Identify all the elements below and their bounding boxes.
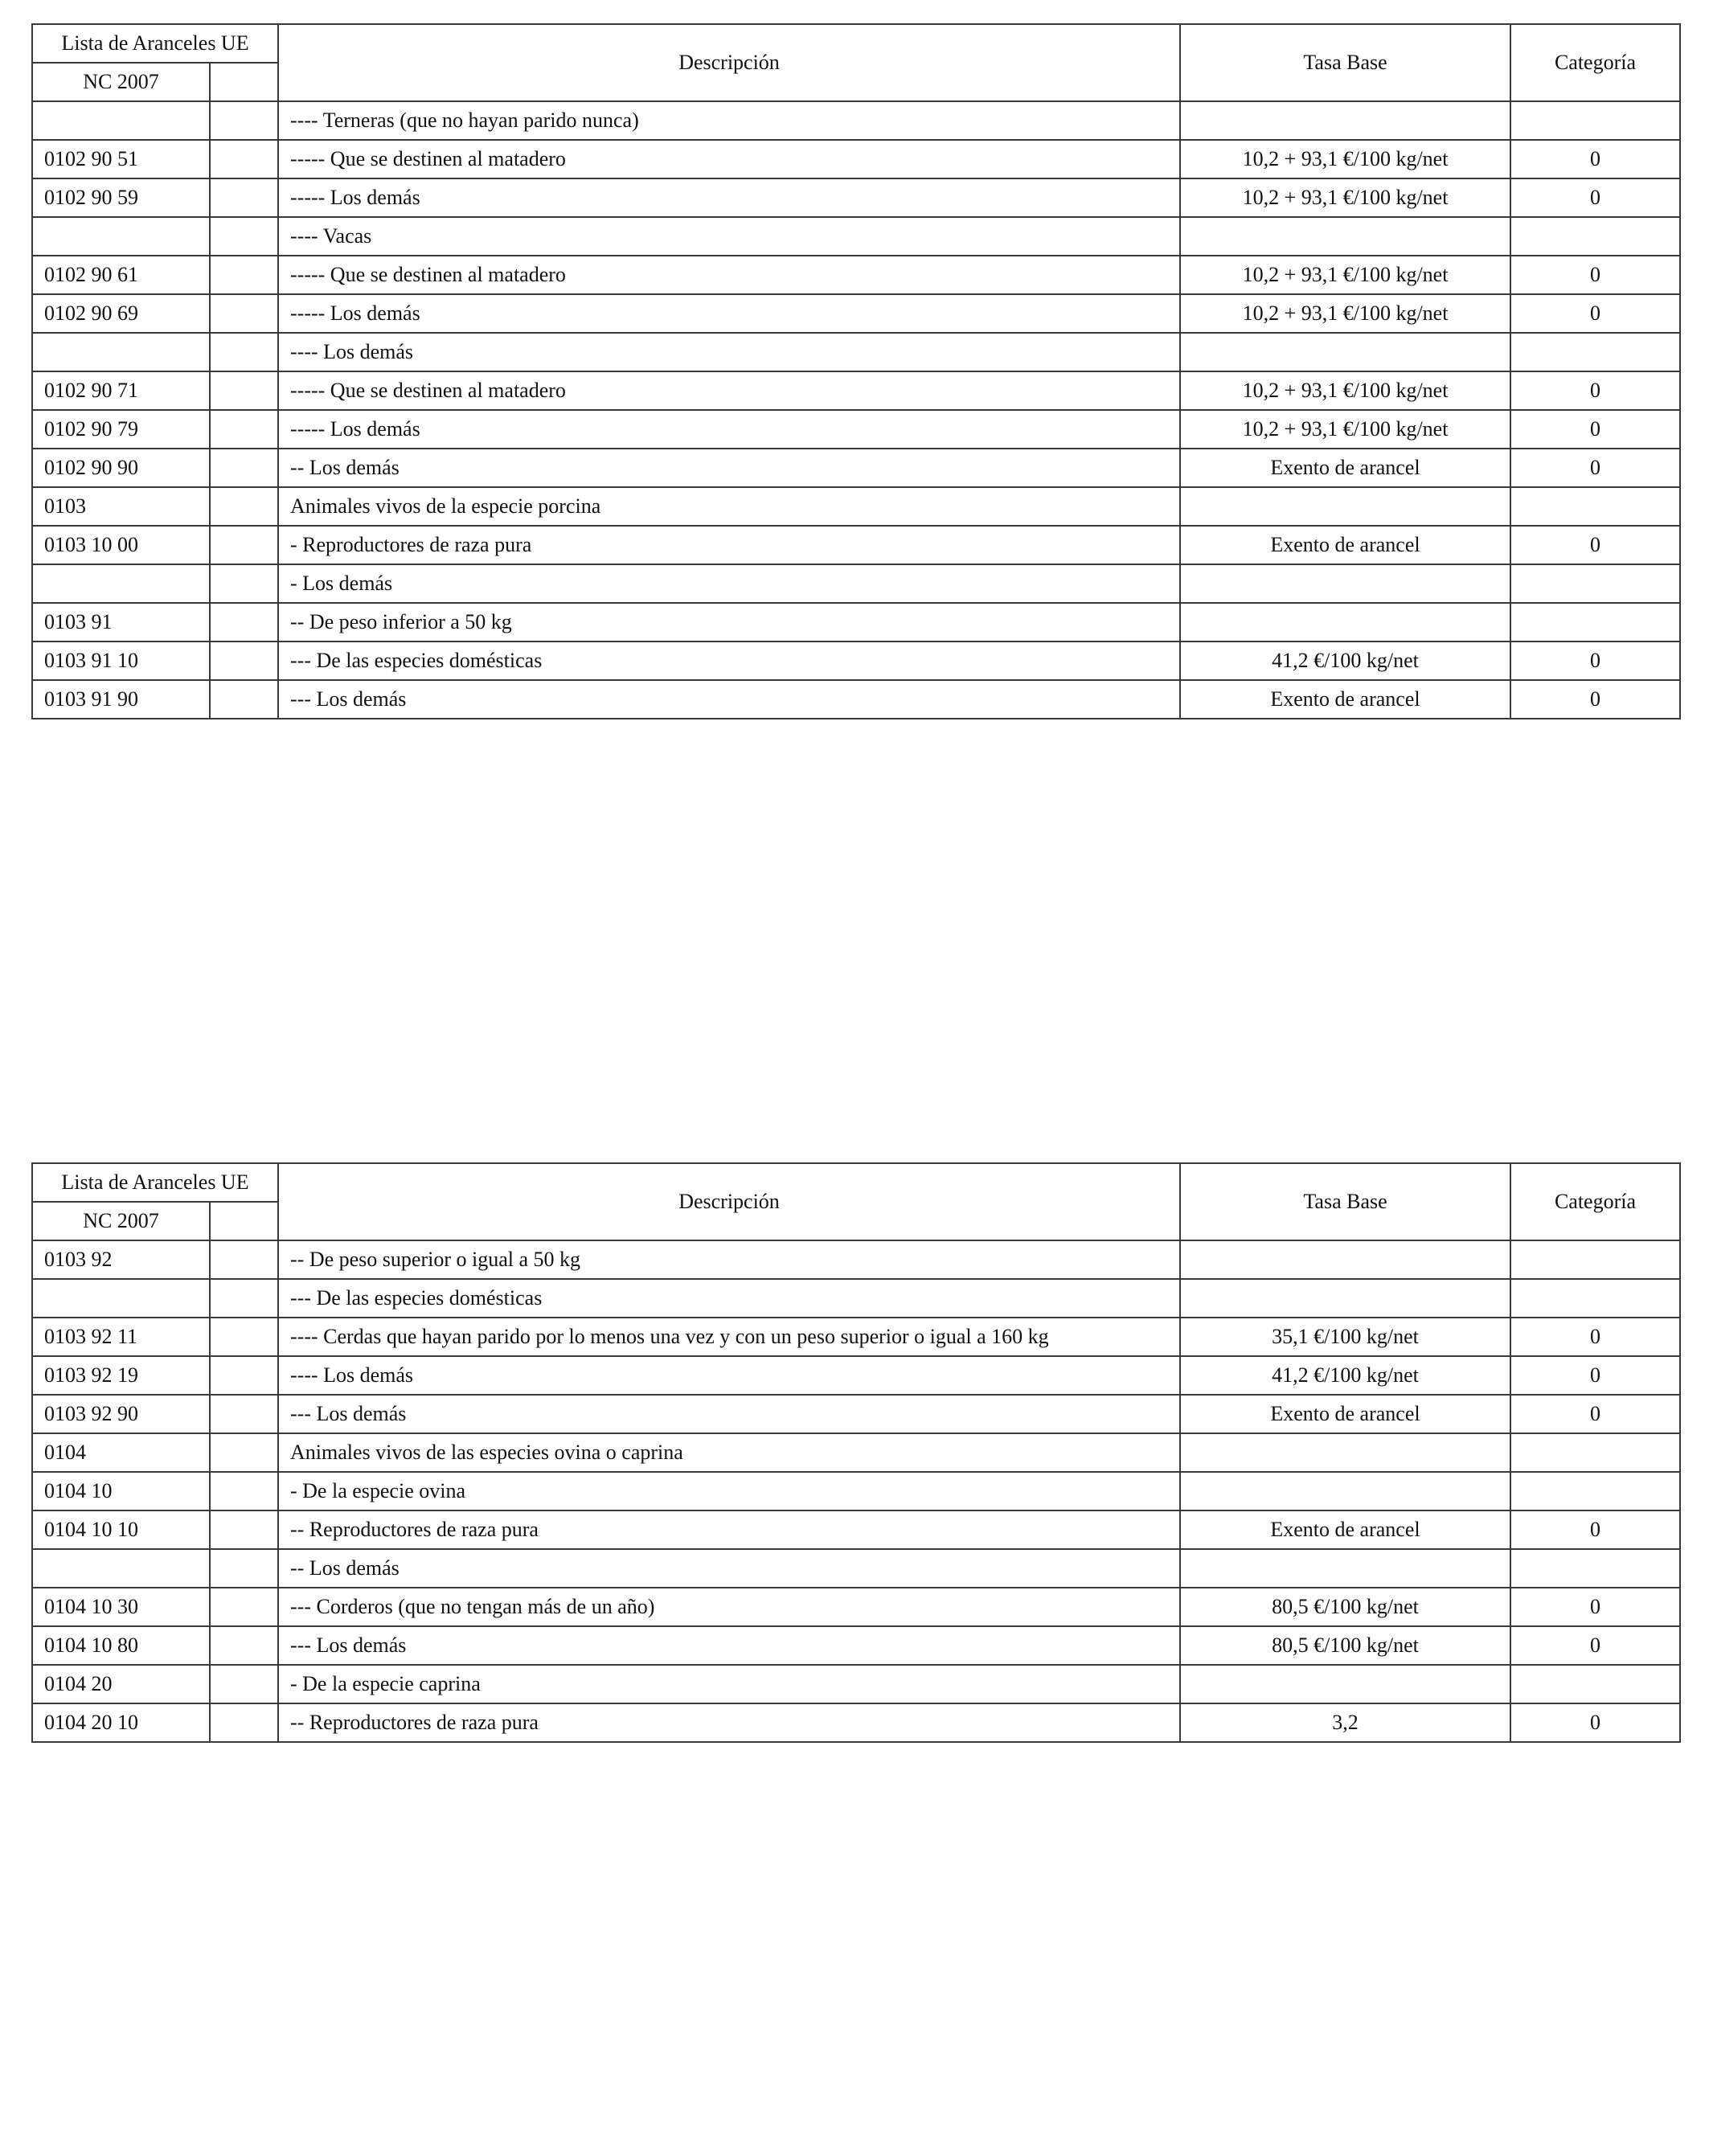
description-cell: - De la especie ovina <box>278 1472 1180 1510</box>
category-cell: 0 <box>1510 410 1680 449</box>
category-cell <box>1510 1240 1680 1279</box>
description-cell: ----- Que se destinen al matadero <box>278 256 1180 294</box>
table-header <box>32 1163 1680 1240</box>
list-header: Lista de Aranceles UE <box>32 24 278 63</box>
table-body <box>32 1240 1680 1742</box>
table-row <box>32 256 1680 294</box>
description-cell: - Los demás <box>278 564 1180 603</box>
blank-cell <box>210 487 278 526</box>
tariff-code-cell: 0102 90 90 <box>32 449 210 487</box>
blank-cell <box>210 1510 278 1549</box>
category-cell: 0 <box>1510 178 1680 217</box>
blank-cell <box>210 371 278 410</box>
category-cell: 0 <box>1510 256 1680 294</box>
category-cell: 0 <box>1510 371 1680 410</box>
blank-cell <box>210 1279 278 1318</box>
base-rate-cell: 3,2 <box>1180 1703 1510 1742</box>
description-cell: ----- Que se destinen al matadero <box>278 371 1180 410</box>
blank-cell <box>210 1472 278 1510</box>
category-cell: 0 <box>1510 294 1680 333</box>
base-rate-cell: Exento de arancel <box>1180 449 1510 487</box>
category-cell <box>1510 217 1680 256</box>
rate-header: Tasa Base <box>1180 1163 1510 1240</box>
tariff-code-cell: 0102 90 71 <box>32 371 210 410</box>
table-row <box>32 410 1680 449</box>
nc-header: NC 2007 <box>32 1202 210 1240</box>
blank-cell <box>210 1356 278 1395</box>
description-header: Descripción <box>278 1163 1180 1240</box>
description-cell: Animales vivos de la especie porcina <box>278 487 1180 526</box>
base-rate-cell: Exento de arancel <box>1180 1510 1510 1549</box>
blank-cell <box>210 1395 278 1433</box>
description-cell: ----- Los demás <box>278 294 1180 333</box>
blank-cell <box>210 641 278 680</box>
category-cell <box>1510 603 1680 641</box>
base-rate-cell: 10,2 + 93,1 €/100 kg/net <box>1180 178 1510 217</box>
tariff-code-cell: 0104 10 10 <box>32 1510 210 1549</box>
description-cell: -- Los demás <box>278 449 1180 487</box>
description-cell: - De la especie caprina <box>278 1665 1180 1703</box>
category-cell: 0 <box>1510 1588 1680 1626</box>
tariff-code-cell: 0102 90 69 <box>32 294 210 333</box>
category-cell <box>1510 1279 1680 1318</box>
blank-cell <box>210 333 278 371</box>
base-rate-cell <box>1180 1472 1510 1510</box>
blank-cell <box>210 680 278 719</box>
tariff-code-cell: 0102 90 79 <box>32 410 210 449</box>
table-row <box>32 371 1680 410</box>
description-cell: ---- Terneras (que no hayan parido nunca) <box>278 101 1180 140</box>
category-cell: 0 <box>1510 1626 1680 1665</box>
rate-header: Tasa Base <box>1180 24 1510 101</box>
table-row <box>32 294 1680 333</box>
blank-cell <box>210 1626 278 1665</box>
list-header: Lista de Aranceles UE <box>32 1163 278 1202</box>
category-cell: 0 <box>1510 1510 1680 1549</box>
table-row <box>32 1395 1680 1433</box>
description-cell: --- Los demás <box>278 1395 1180 1433</box>
tariff-table-1 <box>31 23 1681 719</box>
base-rate-cell: Exento de arancel <box>1180 1395 1510 1433</box>
description-cell: -- De peso inferior a 50 kg <box>278 603 1180 641</box>
table-row <box>32 1318 1680 1356</box>
table-row <box>32 1549 1680 1588</box>
category-cell <box>1510 101 1680 140</box>
category-cell: 0 <box>1510 449 1680 487</box>
tariff-code-cell: 0104 20 10 <box>32 1703 210 1742</box>
base-rate-cell: 41,2 €/100 kg/net <box>1180 641 1510 680</box>
table-row <box>32 487 1680 526</box>
table-row <box>32 526 1680 564</box>
table-row <box>32 101 1680 140</box>
description-cell: ---- Los demás <box>278 1356 1180 1395</box>
blank-cell <box>210 178 278 217</box>
table-row <box>32 1703 1680 1742</box>
base-rate-cell <box>1180 487 1510 526</box>
category-cell <box>1510 1472 1680 1510</box>
tariff-code-cell: 0103 91 10 <box>32 641 210 680</box>
description-cell: -- Reproductores de raza pura <box>278 1703 1180 1742</box>
table-row <box>32 333 1680 371</box>
tariff-code-cell: 0103 91 <box>32 603 210 641</box>
tariff-code-cell: 0102 90 59 <box>32 178 210 217</box>
table-row <box>32 1356 1680 1395</box>
category-cell: 0 <box>1510 1395 1680 1433</box>
description-cell: ---- Vacas <box>278 217 1180 256</box>
table-row <box>32 449 1680 487</box>
base-rate-cell: Exento de arancel <box>1180 526 1510 564</box>
tariff-code-cell: 0103 10 00 <box>32 526 210 564</box>
blank-cell <box>210 603 278 641</box>
table-row <box>32 1510 1680 1549</box>
base-rate-cell <box>1180 603 1510 641</box>
tariff-code-cell: 0104 10 30 <box>32 1588 210 1626</box>
description-cell: --- De las especies domésticas <box>278 1279 1180 1318</box>
tariff-code-cell: 0103 92 90 <box>32 1395 210 1433</box>
tariff-code-cell <box>32 1279 210 1318</box>
blank-cell <box>210 101 278 140</box>
category-cell <box>1510 1549 1680 1588</box>
description-header: Descripción <box>278 24 1180 101</box>
base-rate-cell <box>1180 1665 1510 1703</box>
nc-blank-header <box>210 1202 278 1240</box>
tariff-code-cell: 0103 <box>32 487 210 526</box>
tariff-code-cell <box>32 101 210 140</box>
base-rate-cell: 10,2 + 93,1 €/100 kg/net <box>1180 256 1510 294</box>
tariff-code-cell: 0102 90 61 <box>32 256 210 294</box>
table-row <box>32 641 1680 680</box>
base-rate-cell: 10,2 + 93,1 €/100 kg/net <box>1180 140 1510 178</box>
base-rate-cell: 10,2 + 93,1 €/100 kg/net <box>1180 371 1510 410</box>
table-row <box>32 1665 1680 1703</box>
table-row <box>32 564 1680 603</box>
tariff-table-2 <box>31 1162 1681 1743</box>
blank-cell <box>210 449 278 487</box>
description-cell: --- Corderos (que no tengan más de un año) <box>278 1588 1180 1626</box>
base-rate-cell: 35,1 €/100 kg/net <box>1180 1318 1510 1356</box>
description-cell: ---- Los demás <box>278 333 1180 371</box>
base-rate-cell <box>1180 333 1510 371</box>
base-rate-cell: 80,5 €/100 kg/net <box>1180 1626 1510 1665</box>
description-cell: --- Los demás <box>278 680 1180 719</box>
tariff-code-cell: 0102 90 51 <box>32 140 210 178</box>
table-row <box>32 1279 1680 1318</box>
table-row <box>32 178 1680 217</box>
description-cell: ----- Los demás <box>278 178 1180 217</box>
base-rate-cell <box>1180 1240 1510 1279</box>
blank-cell <box>210 294 278 333</box>
blank-cell <box>210 1665 278 1703</box>
tariff-code-cell: 0104 10 80 <box>32 1626 210 1665</box>
category-cell: 0 <box>1510 641 1680 680</box>
tariff-code-cell: 0104 20 <box>32 1665 210 1703</box>
table-body <box>32 101 1680 719</box>
nc-blank-header <box>210 63 278 101</box>
table-row <box>32 603 1680 641</box>
blank-cell <box>210 526 278 564</box>
category-cell: 0 <box>1510 1318 1680 1356</box>
blank-cell <box>210 217 278 256</box>
description-cell: ----- Los demás <box>278 410 1180 449</box>
base-rate-cell: 10,2 + 93,1 €/100 kg/net <box>1180 410 1510 449</box>
tariff-code-cell <box>32 564 210 603</box>
tariff-code-cell: 0103 92 <box>32 1240 210 1279</box>
category-cell <box>1510 487 1680 526</box>
blank-cell <box>210 1318 278 1356</box>
base-rate-cell <box>1180 564 1510 603</box>
blank-cell <box>210 410 278 449</box>
category-cell <box>1510 1433 1680 1472</box>
table-row <box>32 1626 1680 1665</box>
description-cell: Animales vivos de las especies ovina o caprina <box>278 1433 1180 1472</box>
base-rate-cell: 10,2 + 93,1 €/100 kg/net <box>1180 294 1510 333</box>
base-rate-cell: 80,5 €/100 kg/net <box>1180 1588 1510 1626</box>
description-cell: - Reproductores de raza pura <box>278 526 1180 564</box>
tariff-code-cell <box>32 1549 210 1588</box>
category-cell: 0 <box>1510 140 1680 178</box>
tariff-code-cell: 0104 <box>32 1433 210 1472</box>
description-cell: --- Los demás <box>278 1626 1180 1665</box>
description-cell: ----- Que se destinen al matadero <box>278 140 1180 178</box>
category-cell <box>1510 564 1680 603</box>
category-cell: 0 <box>1510 1356 1680 1395</box>
blank-cell <box>210 564 278 603</box>
base-rate-cell: 41,2 €/100 kg/net <box>1180 1356 1510 1395</box>
base-rate-cell <box>1180 217 1510 256</box>
blank-cell <box>210 1549 278 1588</box>
tariff-code-cell <box>32 217 210 256</box>
table-row <box>32 140 1680 178</box>
category-cell: 0 <box>1510 526 1680 564</box>
base-rate-cell <box>1180 101 1510 140</box>
category-cell: 0 <box>1510 1703 1680 1742</box>
table-row <box>32 1433 1680 1472</box>
blank-cell <box>210 1588 278 1626</box>
base-rate-cell <box>1180 1279 1510 1318</box>
tariff-code-cell: 0103 91 90 <box>32 680 210 719</box>
description-cell: -- Los demás <box>278 1549 1180 1588</box>
blank-cell <box>210 140 278 178</box>
blank-cell <box>210 256 278 294</box>
blank-cell <box>210 1433 278 1472</box>
base-rate-cell: Exento de arancel <box>1180 680 1510 719</box>
tariff-code-cell: 0103 92 19 <box>32 1356 210 1395</box>
table-header <box>32 24 1680 101</box>
tariff-code-cell: 0104 10 <box>32 1472 210 1510</box>
description-cell: -- De peso superior o igual a 50 kg <box>278 1240 1180 1279</box>
category-cell: 0 <box>1510 680 1680 719</box>
description-cell: -- Reproductores de raza pura <box>278 1510 1180 1549</box>
description-cell: ---- Cerdas que hayan parido por lo menos una vez y con un peso superior o igual a 160 kg <box>278 1318 1180 1356</box>
base-rate-cell <box>1180 1433 1510 1472</box>
category-header: Categoría <box>1510 24 1680 101</box>
blank-cell <box>210 1703 278 1742</box>
category-cell <box>1510 1665 1680 1703</box>
tariff-code-cell: 0103 92 11 <box>32 1318 210 1356</box>
base-rate-cell <box>1180 1549 1510 1588</box>
table-row <box>32 1240 1680 1279</box>
blank-cell <box>210 1240 278 1279</box>
table-row <box>32 1472 1680 1510</box>
description-cell: --- De las especies domésticas <box>278 641 1180 680</box>
category-cell <box>1510 333 1680 371</box>
tariff-code-cell <box>32 333 210 371</box>
table-row <box>32 680 1680 719</box>
table-row <box>32 217 1680 256</box>
nc-header: NC 2007 <box>32 63 210 101</box>
category-header: Categoría <box>1510 1163 1680 1240</box>
table-row <box>32 1588 1680 1626</box>
